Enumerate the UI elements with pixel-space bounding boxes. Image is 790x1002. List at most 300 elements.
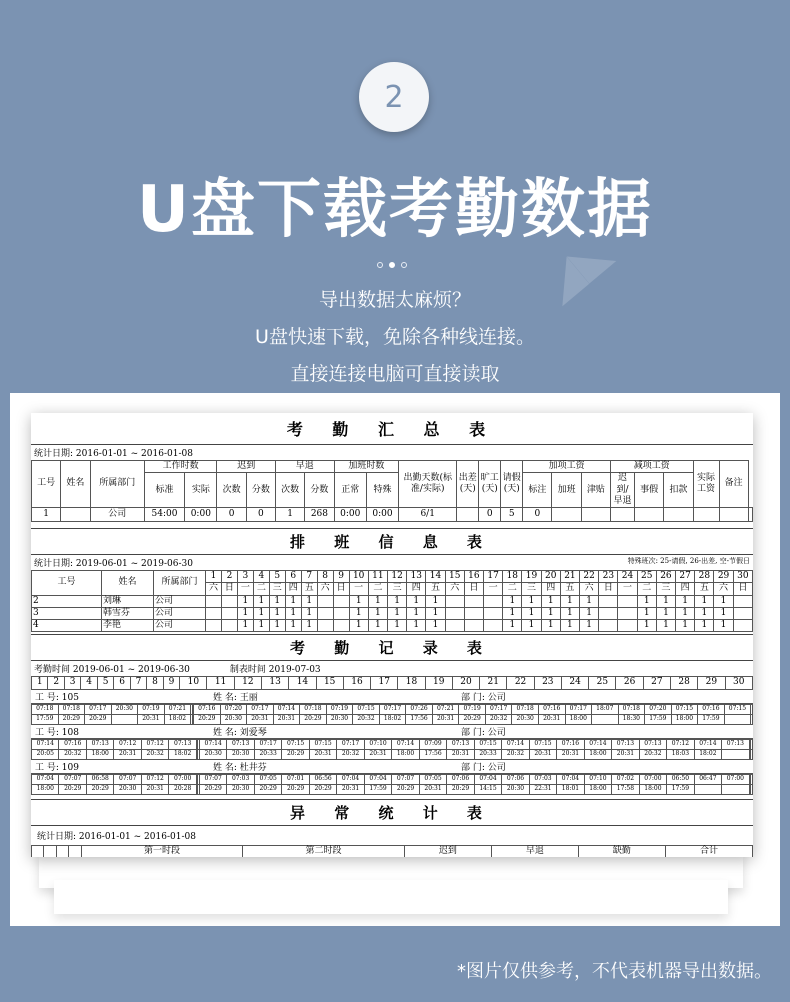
records-time-out: 20:30 bbox=[227, 784, 254, 794]
records-time-in: 07:18 bbox=[300, 704, 327, 714]
records-time-in: 07:07 bbox=[199, 774, 226, 784]
cell: 0 bbox=[523, 508, 552, 522]
records-time-in: 07:07 bbox=[59, 774, 86, 784]
schedule-day: 11 bbox=[368, 571, 387, 583]
schedule-mark: 1 bbox=[560, 595, 579, 607]
records-time-in: 07:13 bbox=[612, 739, 639, 749]
records-time-out: 20:31 bbox=[273, 714, 300, 724]
records-time-in: 07:14 bbox=[502, 739, 529, 749]
records-time-out: 20:31 bbox=[447, 749, 474, 759]
schedule-row bbox=[32, 620, 753, 632]
records-time-out: 18:02 bbox=[169, 749, 196, 759]
records-time-out: 20:28 bbox=[169, 784, 196, 794]
records-time-out: 17:59 bbox=[32, 714, 59, 724]
summary-sh: 实际 bbox=[185, 473, 217, 508]
schedule-mark bbox=[733, 620, 752, 632]
schedule-mark bbox=[317, 607, 333, 619]
summary-sh: 分数 bbox=[305, 473, 334, 508]
records-time-out: 20:29 bbox=[282, 749, 309, 759]
summary-h-workhours: 工作时数 bbox=[144, 461, 217, 473]
records-time-in: 07:17 bbox=[247, 704, 274, 714]
cell: 268 bbox=[305, 508, 334, 522]
schedule-name: 李艳 bbox=[102, 620, 154, 632]
records-time-in: 07:04 bbox=[557, 774, 584, 784]
schedule-mark: 1 bbox=[580, 607, 599, 619]
subtitle-line-2: U盘快速下载，免除各种线连接。 bbox=[255, 326, 535, 348]
records-day: 16 bbox=[343, 677, 370, 689]
subtitle-line-1: 导出数据太麻烦？ bbox=[318, 289, 471, 311]
step-number: 2 bbox=[384, 79, 404, 115]
schedule-mark: 1 bbox=[426, 607, 445, 619]
summary-h-trip: 出差(天) bbox=[457, 461, 479, 508]
records-time-in: 07:04 bbox=[474, 774, 501, 784]
records-time-out: 20:31 bbox=[432, 714, 459, 724]
cell: 0:00 bbox=[185, 508, 217, 522]
exception-header: 缺勤 bbox=[578, 845, 665, 857]
records-time-out: 20:29 bbox=[194, 714, 221, 724]
schedule-header: 所属部门 bbox=[154, 571, 206, 596]
schedule-mark: 1 bbox=[301, 607, 317, 619]
records-title: 考 勤 记 录 表 bbox=[31, 634, 753, 661]
records-time-out bbox=[722, 749, 749, 759]
cell: 1 bbox=[32, 508, 61, 522]
records-day: 19 bbox=[425, 677, 452, 689]
schedule-mark bbox=[599, 607, 618, 619]
records-person-name: 姓 名: 杜井芬 bbox=[213, 762, 267, 773]
schedule-mark: 1 bbox=[560, 620, 579, 632]
records-day: 21 bbox=[480, 677, 507, 689]
records-time-out bbox=[722, 784, 749, 794]
dot-1 bbox=[377, 262, 383, 268]
records-day: 24 bbox=[561, 677, 588, 689]
records-day: 30 bbox=[725, 677, 752, 689]
cell bbox=[748, 508, 752, 522]
schedule-mark: 1 bbox=[580, 595, 599, 607]
records-day: 29 bbox=[698, 677, 725, 689]
summary-row bbox=[32, 508, 753, 522]
schedule-mark: 1 bbox=[656, 620, 675, 632]
records-day: 6 bbox=[114, 677, 130, 689]
records-person-info bbox=[31, 725, 753, 739]
records-time-in: 07:21 bbox=[432, 704, 459, 714]
schedule-day: 15 bbox=[445, 571, 464, 583]
schedule-id: 3 bbox=[32, 607, 102, 619]
records-day-header bbox=[31, 676, 753, 689]
schedule-mark: 1 bbox=[541, 607, 560, 619]
summary-sh: 分数 bbox=[246, 473, 275, 508]
records-time-out bbox=[751, 749, 753, 759]
records-day: 10 bbox=[180, 677, 207, 689]
records-time-out: 20:31 bbox=[557, 749, 584, 759]
records-time-in: 07:15 bbox=[474, 739, 501, 749]
schedule-mark bbox=[484, 595, 503, 607]
schedule-mark: 1 bbox=[301, 620, 317, 632]
schedule-mark: 1 bbox=[285, 620, 301, 632]
schedule-mark bbox=[618, 607, 637, 619]
exception-header bbox=[69, 845, 81, 857]
schedule-mark bbox=[599, 620, 618, 632]
summary-h-absent: 旷工(天) bbox=[479, 461, 501, 508]
records-time-out: 20:30 bbox=[502, 784, 529, 794]
records-day: 23 bbox=[534, 677, 561, 689]
schedule-mark: 1 bbox=[349, 620, 368, 632]
schedule-mark: 1 bbox=[285, 595, 301, 607]
schedule-day: 20 bbox=[541, 571, 560, 583]
schedule-day: 5 bbox=[269, 571, 285, 583]
schedule-dept: 公司 bbox=[154, 620, 206, 632]
schedule-mark: 1 bbox=[368, 607, 387, 619]
records-day: 4 bbox=[81, 677, 97, 689]
schedule-mark: 1 bbox=[285, 607, 301, 619]
schedule-day: 21 bbox=[560, 571, 579, 583]
records-time-in: 07:20 bbox=[645, 704, 672, 714]
records-time-out bbox=[751, 714, 753, 724]
schedule-day: 26 bbox=[656, 571, 675, 583]
schedule-mark: 1 bbox=[637, 620, 656, 632]
exception-header: 迟到 bbox=[404, 845, 491, 857]
summary-sh: 正常 bbox=[334, 473, 366, 508]
schedule-mark: 1 bbox=[269, 620, 285, 632]
records-time-in: 06:47 bbox=[694, 774, 721, 784]
schedule-legend: 特殊班次: 25-请假, 26-出差, 空-节假日 bbox=[627, 557, 750, 565]
records-person-id: 工 号: 109 bbox=[35, 762, 79, 773]
records-time-out: 17:59 bbox=[667, 784, 694, 794]
schedule-day: 10 bbox=[349, 571, 368, 583]
summary-sh: 特殊 bbox=[366, 473, 398, 508]
schedule-dept: 公司 bbox=[154, 607, 206, 619]
records-time-out: 20:29 bbox=[59, 784, 86, 794]
schedule-mark: 1 bbox=[349, 607, 368, 619]
cell: 0 bbox=[479, 508, 501, 522]
schedule-weekday: 六 bbox=[580, 583, 599, 595]
schedule-mark: 1 bbox=[637, 607, 656, 619]
schedule-weekday: 一 bbox=[484, 583, 503, 595]
records-time-in: 07:16 bbox=[557, 739, 584, 749]
schedule-mark: 1 bbox=[656, 607, 675, 619]
exception-header bbox=[44, 845, 56, 857]
records-time-out: 20:31 bbox=[337, 784, 364, 794]
schedule-weekday: 一 bbox=[349, 583, 368, 595]
records-time-out: 20:32 bbox=[502, 749, 529, 759]
exception-header: 第一时段 bbox=[81, 845, 243, 857]
exception-header: 早退 bbox=[491, 845, 578, 857]
schedule-mark: 1 bbox=[541, 595, 560, 607]
records-time-in: 07:17 bbox=[254, 739, 281, 749]
records-time-out: 18:02 bbox=[694, 749, 721, 759]
records-time-in: 07:14 bbox=[694, 739, 721, 749]
schedule-mark bbox=[206, 595, 222, 607]
exception-header bbox=[32, 845, 44, 857]
records-time-in bbox=[751, 774, 753, 784]
schedule-meta bbox=[31, 555, 753, 570]
records-time-in: 07:10 bbox=[584, 774, 611, 784]
schedule-day: 1 bbox=[206, 571, 222, 583]
records-time-out: 17:59 bbox=[645, 714, 672, 724]
records-time-in bbox=[751, 704, 753, 714]
page-title: U盘下载考勤数据 bbox=[137, 173, 653, 247]
schedule-mark bbox=[333, 620, 349, 632]
records-time-in: 07:09 bbox=[419, 739, 446, 749]
records-time-in: 07:17 bbox=[85, 704, 112, 714]
exception-header bbox=[56, 845, 68, 857]
schedule-day: 3 bbox=[237, 571, 253, 583]
records-day: 18 bbox=[398, 677, 425, 689]
records-day: 26 bbox=[616, 677, 643, 689]
records-time-in: 07:14 bbox=[392, 739, 419, 749]
schedule-mark bbox=[445, 620, 464, 632]
schedule-mark: 1 bbox=[676, 595, 695, 607]
schedule-day: 24 bbox=[618, 571, 637, 583]
records-time-out: 20:33 bbox=[254, 749, 281, 759]
schedule-mark bbox=[733, 607, 752, 619]
records-time-out: 20:30 bbox=[199, 749, 226, 759]
summary-sh: 次数 bbox=[276, 473, 305, 508]
records-time-in: 07:13 bbox=[169, 739, 196, 749]
records-time-out: 20:32 bbox=[141, 749, 168, 759]
schedule-mark: 1 bbox=[368, 595, 387, 607]
schedule-weekday: 四 bbox=[541, 583, 560, 595]
records-time-out: 20:31 bbox=[141, 784, 168, 794]
cell: 6/1 bbox=[399, 508, 457, 522]
schedule-day: 9 bbox=[333, 571, 349, 583]
records-time-in: 07:00 bbox=[722, 774, 749, 784]
cell bbox=[61, 508, 90, 522]
schedule-weekday: 三 bbox=[387, 583, 406, 595]
cell bbox=[719, 508, 748, 522]
records-time-out: 18:01 bbox=[557, 784, 584, 794]
schedule-weekday: 五 bbox=[426, 583, 445, 595]
records-time-in: 07:19 bbox=[459, 704, 486, 714]
schedule-weekday: 二 bbox=[637, 583, 656, 595]
summary-sh: 标准 bbox=[144, 473, 184, 508]
records-person-name: 姓 名: 刘爱琴 bbox=[213, 727, 267, 738]
records-time-out: 20:29 bbox=[254, 784, 281, 794]
records-time-in: 07:12 bbox=[141, 739, 168, 749]
records-time-in: 07:01 bbox=[282, 774, 309, 784]
records-time-out: 18:02 bbox=[379, 714, 406, 724]
schedule-mark: 1 bbox=[368, 620, 387, 632]
cell: 0:00 bbox=[334, 508, 366, 522]
records-times bbox=[31, 774, 753, 795]
records-day: 7 bbox=[130, 677, 146, 689]
schedule-weekday: 日 bbox=[733, 583, 752, 595]
summary-h-leave: 请假(天) bbox=[501, 461, 523, 508]
schedule-day: 27 bbox=[676, 571, 695, 583]
records-time-out: 22:31 bbox=[529, 784, 556, 794]
schedule-day: 8 bbox=[317, 571, 333, 583]
records-time-in: 07:13 bbox=[639, 739, 666, 749]
records-time-in: 07:17 bbox=[379, 704, 406, 714]
records-time-out: 17:56 bbox=[406, 714, 433, 724]
summary-table bbox=[31, 460, 753, 522]
records-day: 3 bbox=[64, 677, 80, 689]
schedule-day: 28 bbox=[695, 571, 714, 583]
records-time-out: 20:31 bbox=[529, 749, 556, 759]
schedule-day: 7 bbox=[301, 571, 317, 583]
schedule-mark bbox=[464, 595, 483, 607]
records-time-in: 07:13 bbox=[227, 739, 254, 749]
records-time-in: 07:16 bbox=[538, 704, 565, 714]
cell bbox=[552, 508, 581, 522]
schedule-weekday: 一 bbox=[237, 583, 253, 595]
schedule-mark: 1 bbox=[237, 595, 253, 607]
records-time-out: 14:15 bbox=[474, 784, 501, 794]
records-time-out: 20:32 bbox=[639, 749, 666, 759]
records-time-in: 07:13 bbox=[447, 739, 474, 749]
records-day: 27 bbox=[643, 677, 670, 689]
summary-sh: 迟到/早退 bbox=[611, 473, 635, 508]
records-time-in: 07:17 bbox=[337, 739, 364, 749]
schedule-id: 4 bbox=[32, 620, 102, 632]
schedule-dept: 公司 bbox=[154, 595, 206, 607]
records-time-in: 18:07 bbox=[592, 704, 619, 714]
records-time-out: 17:56 bbox=[419, 749, 446, 759]
schedule-mark bbox=[206, 620, 222, 632]
schedule-weekday: 四 bbox=[407, 583, 426, 595]
records-time-in: 07:04 bbox=[364, 774, 391, 784]
schedule-mark bbox=[484, 620, 503, 632]
records-time-in: 07:19 bbox=[326, 704, 353, 714]
records-time-out: 20:32 bbox=[353, 714, 380, 724]
records-time-in: 07:17 bbox=[485, 704, 512, 714]
stacked-sheet-back-2 bbox=[54, 880, 728, 914]
cell: 1 bbox=[276, 508, 305, 522]
records-time-in: 07:07 bbox=[392, 774, 419, 784]
schedule-weekday: 三 bbox=[656, 583, 675, 595]
records-time-out: 17:59 bbox=[698, 714, 725, 724]
schedule-mark: 1 bbox=[301, 595, 317, 607]
cell: 54:00 bbox=[144, 508, 184, 522]
records-time-in: 07:14 bbox=[199, 739, 226, 749]
schedule-name: 韩雪芬 bbox=[102, 607, 154, 619]
schedule-weekday: 二 bbox=[253, 583, 269, 595]
records-time-out: 18:00 bbox=[639, 784, 666, 794]
schedule-mark: 1 bbox=[714, 607, 733, 619]
records-time-out: 20:31 bbox=[419, 784, 446, 794]
records-time-in: 07:13 bbox=[722, 739, 749, 749]
schedule-weekday: 六 bbox=[317, 583, 333, 595]
schedule-mark: 1 bbox=[522, 607, 541, 619]
schedule-day: 25 bbox=[637, 571, 656, 583]
summary-h-attendance: 出勤天数(标准/实际) bbox=[399, 461, 457, 508]
records-time-out: 20:29 bbox=[300, 714, 327, 724]
schedule-mark: 1 bbox=[387, 620, 406, 632]
footnote: *图片仅供参考，不代表机器导出数据。 bbox=[457, 961, 772, 982]
records-time-out: 17:59 bbox=[364, 784, 391, 794]
cell bbox=[611, 508, 635, 522]
schedule-weekday: 二 bbox=[503, 583, 522, 595]
schedule-mark: 1 bbox=[253, 595, 269, 607]
schedule-mark: 1 bbox=[580, 620, 599, 632]
records-time-in bbox=[751, 739, 753, 749]
schedule-weekday: 六 bbox=[206, 583, 222, 595]
cell bbox=[635, 508, 664, 522]
records-time-out: 18:00 bbox=[565, 714, 592, 724]
schedule-mark: 1 bbox=[714, 620, 733, 632]
records-day: 5 bbox=[97, 677, 113, 689]
records-time-in: 07:03 bbox=[227, 774, 254, 784]
records-time-in: 07:18 bbox=[58, 704, 85, 714]
schedule-weekday: 五 bbox=[560, 583, 579, 595]
records-time-out bbox=[724, 714, 751, 724]
records-day: 28 bbox=[671, 677, 698, 689]
schedule-weekday: 二 bbox=[368, 583, 387, 595]
records-time-in: 07:15 bbox=[309, 739, 336, 749]
schedule-table bbox=[31, 570, 753, 632]
schedule-mark bbox=[221, 607, 237, 619]
records-time-out: 20:31 bbox=[309, 749, 336, 759]
schedule-mark: 1 bbox=[503, 620, 522, 632]
records-time-out: 20:30 bbox=[220, 714, 247, 724]
schedule-mark: 1 bbox=[695, 595, 714, 607]
schedule-mark: 1 bbox=[637, 595, 656, 607]
schedule-mark bbox=[221, 595, 237, 607]
schedule-day: 6 bbox=[285, 571, 301, 583]
schedule-day: 30 bbox=[733, 571, 752, 583]
schedule-mark bbox=[317, 620, 333, 632]
records-time-in: 07:14 bbox=[273, 704, 300, 714]
exception-header: 第二时段 bbox=[243, 845, 405, 857]
schedule-mark: 1 bbox=[237, 620, 253, 632]
records-day: 17 bbox=[371, 677, 398, 689]
records-day: 9 bbox=[163, 677, 179, 689]
records-day: 1 bbox=[32, 677, 48, 689]
records-day: 11 bbox=[207, 677, 234, 689]
records-time-out: 20:29 bbox=[447, 784, 474, 794]
schedule-row bbox=[32, 595, 753, 607]
schedule-mark bbox=[445, 595, 464, 607]
pagination-dots bbox=[377, 262, 407, 268]
schedule-mark: 1 bbox=[503, 595, 522, 607]
schedule-mark: 1 bbox=[407, 620, 426, 632]
records-time-in: 07:20 bbox=[220, 704, 247, 714]
schedule-period: 统计日期: 2019-06-01 ~ 2019-06-30 bbox=[34, 559, 193, 569]
schedule-weekday: 六 bbox=[714, 583, 733, 595]
cell bbox=[457, 508, 479, 522]
records-time-in: 07:05 bbox=[419, 774, 446, 784]
schedule-weekday: 五 bbox=[695, 583, 714, 595]
schedule-mark: 1 bbox=[349, 595, 368, 607]
records-day: 14 bbox=[289, 677, 316, 689]
records-time-out: 20:33 bbox=[474, 749, 501, 759]
records-times bbox=[31, 739, 753, 760]
records-time-in: 07:05 bbox=[254, 774, 281, 784]
schedule-day: 17 bbox=[484, 571, 503, 583]
records-person-id: 工 号: 108 bbox=[35, 727, 79, 738]
cell: 0:00 bbox=[366, 508, 398, 522]
schedule-mark: 1 bbox=[387, 595, 406, 607]
watermark-mark: ◢◣ bbox=[530, 223, 620, 311]
records-time-out: 20:30 bbox=[227, 749, 254, 759]
summary-h-early: 早退 bbox=[276, 461, 335, 473]
records-time-out: 20:29 bbox=[282, 784, 309, 794]
schedule-mark: 1 bbox=[407, 607, 426, 619]
schedule-header: 姓名 bbox=[102, 571, 154, 596]
schedule-weekday: 四 bbox=[285, 583, 301, 595]
summary-title: 考 勤 汇 总 表 bbox=[31, 413, 753, 445]
schedule-weekday: 三 bbox=[269, 583, 285, 595]
schedule-weekday: 日 bbox=[464, 583, 483, 595]
summary-sh: 次数 bbox=[217, 473, 246, 508]
records-time-out: 20:29 bbox=[459, 714, 486, 724]
records-time-in: 07:12 bbox=[667, 739, 694, 749]
summary-h-late: 迟到 bbox=[217, 461, 276, 473]
records-time-in: 20:30 bbox=[111, 704, 138, 714]
records-time-in: 07:02 bbox=[612, 774, 639, 784]
schedule-mark: 1 bbox=[656, 595, 675, 607]
records-time-out: 20:31 bbox=[114, 749, 141, 759]
cell bbox=[581, 508, 610, 522]
